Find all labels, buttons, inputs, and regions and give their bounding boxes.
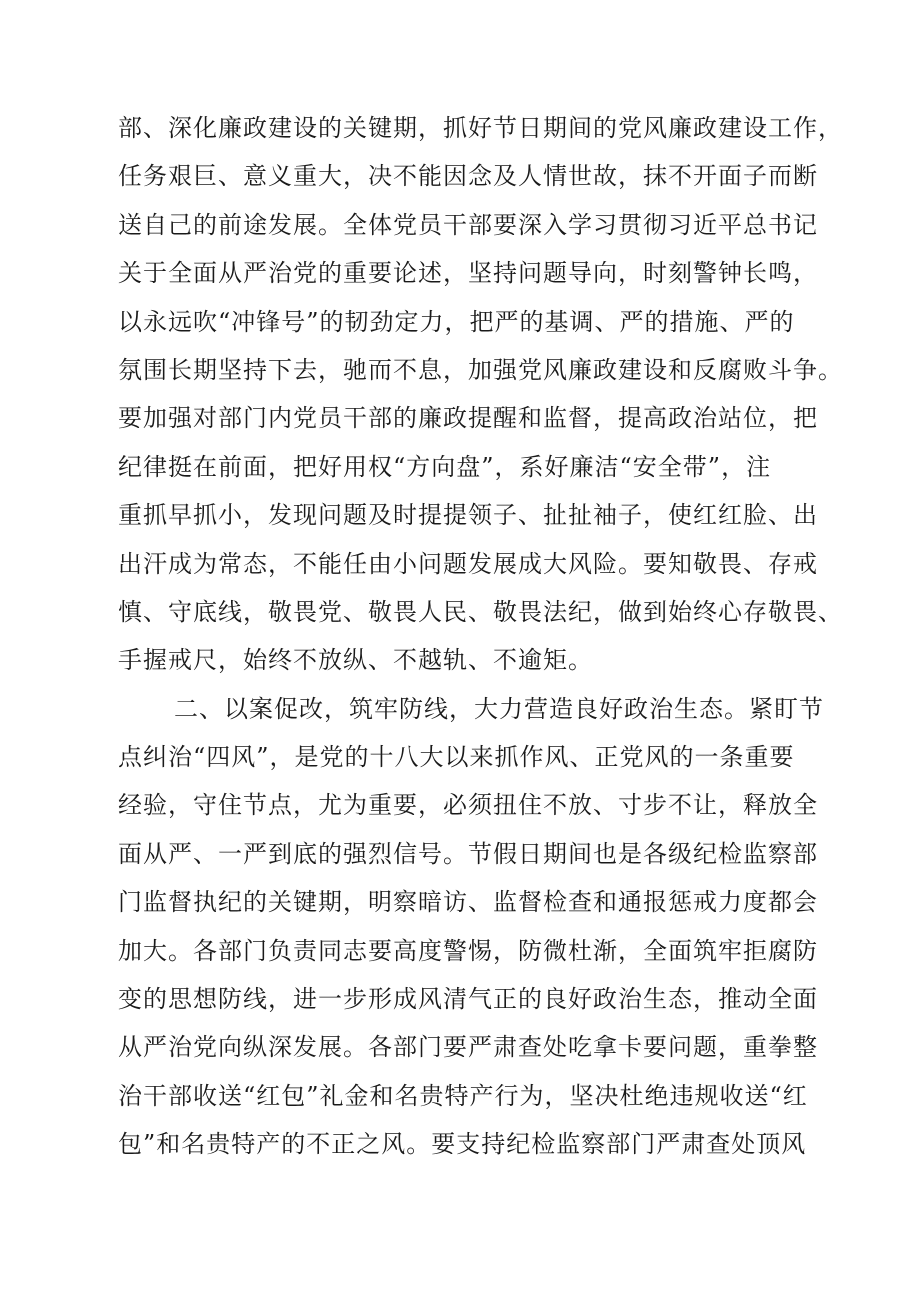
paragraph-line: 关于全面从严治党的重要论述，坚持问题导向，时刻警钟长鸣， [118, 259, 818, 288]
paragraph-line: 纪律挺在前面，把好用权“方向盘”，系好廉洁“安全带”，注 [118, 452, 772, 481]
document-body [118, 104, 843, 1169]
paragraph-line: 重抓早抓小，发现问题及时提提领子、扯扯袖子，使红红脸、出 [118, 501, 818, 530]
paragraph-line: 门监督执纪的关键期，明察暗访、监督检查和通报惩戒力度都会 [118, 888, 818, 917]
paragraph-line: 任务艰巨、意义重大，决不能因念及人情世故，抹不开面子而断 [118, 162, 818, 191]
paragraph-line: 点纠治“四风”，是党的十八大以来抓作风、正党风的一条重要 [118, 743, 795, 772]
section-heading-line: 二、以案促改，筑牢防线，大力营造良好政治生态。紧盯节 [174, 694, 824, 723]
paragraph-line: 治干部收送“红包”礼金和名贵特产行为，坚决杜绝违规收送“红 [118, 1081, 808, 1110]
paragraph-line: 要加强对部门内党员干部的廉政提醒和监督，提高政治站位，把 [118, 404, 818, 433]
paragraph-line: 变的思想防线，进一步形成风清气正的良好政治生态，推动全面 [118, 985, 818, 1014]
paragraph-line: 氛围长期坚持下去，驰而不息，加强党风廉政建设和反腐败斗争。 [118, 355, 843, 384]
paragraph-1 [118, 104, 843, 685]
paragraph-line: 送自己的前途发展。全体党员干部要深入学习贯彻习近平总书记 [118, 210, 818, 239]
paragraph-line: 包”和名贵特产的不正之风。要支持纪检监察部门严肃查处顶风 [118, 1130, 807, 1159]
paragraph-line: 经验，守住节点，尤为重要，必须扭住不放、寸步不让，释放全 [118, 791, 818, 820]
paragraph-line: 手握戒尺，始终不放纵、不越轨、不逾矩。 [118, 646, 593, 675]
paragraph-line: 部、深化廉政建设的关键期，抓好节日期间的党风廉政建设工作， [118, 114, 843, 142]
paragraph-2 [118, 685, 824, 1169]
paragraph-line: 出汗成为常态，不能任由小问题发展成大风险。要知敬畏、存戒 [118, 549, 818, 578]
paragraph-line: 面从严、一严到底的强烈信号。节假日期间也是各级纪检监察部 [118, 839, 818, 868]
paragraph-line: 以永远吹“冲锋号”的韧劲定力，把严的基调、严的措施、严的 [118, 307, 795, 336]
paragraph-line: 从严治党向纵深发展。各部门要严肃查处吃拿卡要问题，重拳整 [118, 1033, 818, 1062]
paragraph-line: 加大。各部门负责同志要高度警惕，防微杜渐，全面筑牢拒腐防 [118, 936, 818, 965]
paragraph-line: 慎、守底线，敬畏党、敬畏人民、敬畏法纪，做到始终心存敬畏、 [118, 597, 843, 626]
